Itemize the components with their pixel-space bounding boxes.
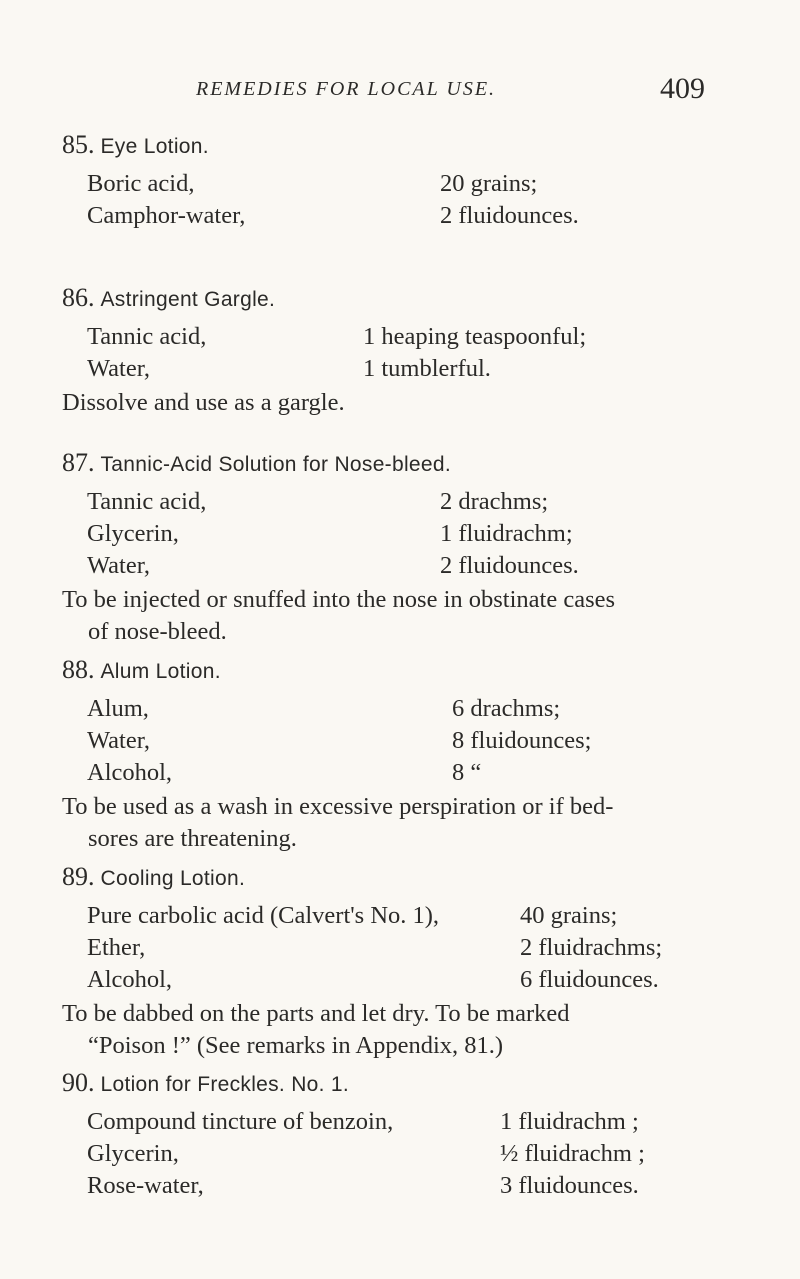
directions-line: sores are threatening. <box>88 825 297 852</box>
ingredient-amount: 2 drachms; <box>440 488 549 515</box>
ingredient-row <box>0 902 800 934</box>
ingredient-row <box>0 355 800 387</box>
ingredient-name: Water, <box>87 552 151 579</box>
running-title: REMEDIES FOR LOCAL USE. <box>196 78 497 100</box>
directions-line: To be injected or snuffed into the nose in obstinate cases <box>62 586 616 613</box>
recipe-heading <box>62 655 221 685</box>
ingredient-row <box>0 1172 800 1204</box>
ingredient-amount: 2 fluidrachms; <box>520 934 663 961</box>
recipe-title: Tannic-Acid Solution for Nose-bleed. <box>100 453 451 476</box>
ingredient-amount: ½ fluidrachm ; <box>500 1140 645 1167</box>
ingredient-name: Glycerin, <box>87 1140 179 1167</box>
ingredient-name: Ether, <box>87 934 146 961</box>
ingredient-name: Pure carbolic acid (Calvert's No. 1), <box>87 902 440 929</box>
recipe-number: 90. <box>62 1068 95 1097</box>
ingredient-row <box>0 966 800 998</box>
ingredient-name: Alcohol, <box>87 966 173 993</box>
page-header <box>0 72 800 108</box>
ingredient-amount: 40 grains; <box>520 902 618 929</box>
ingredient-row <box>0 727 800 759</box>
recipe-number: 88. <box>62 655 95 684</box>
directions-line: To be used as a wash in excessive perspiration or if bed- <box>62 793 614 820</box>
recipe-number: 86. <box>62 283 95 312</box>
ingredient-row <box>0 759 800 791</box>
recipe-title: Eye Lotion. <box>100 135 209 158</box>
recipe-directions <box>62 584 782 648</box>
ingredient-name: Water, <box>87 727 151 754</box>
ingredient-name: Rose-water, <box>87 1172 204 1199</box>
ingredient-amount: 1 fluidrachm; <box>440 520 573 547</box>
page-number: 409 <box>660 72 705 105</box>
ingredient-row <box>0 1140 800 1172</box>
ingredient-row <box>0 552 800 584</box>
recipe-number: 85. <box>62 130 95 159</box>
recipe-title: Alum Lotion. <box>100 660 221 683</box>
directions-line: “Poison !” (See remarks in Appendix, 81.) <box>88 1032 504 1059</box>
ingredient-row <box>0 520 800 552</box>
ingredient-name: Water, <box>87 355 151 382</box>
recipe-heading <box>62 448 451 478</box>
recipe-directions <box>62 791 782 855</box>
ingredient-row <box>0 934 800 966</box>
ingredient-row <box>0 1108 800 1140</box>
recipe-directions <box>62 387 782 419</box>
directions-line: of nose-bleed. <box>88 618 227 645</box>
directions-line: To be dabbed on the parts and let dry. To be marked <box>62 1000 570 1027</box>
recipe-heading <box>62 130 209 160</box>
ingredient-amount: 6 fluidounces. <box>520 966 659 993</box>
recipe-number: 87. <box>62 448 95 477</box>
recipe-title: Cooling Lotion. <box>100 867 246 890</box>
ingredient-amount: 8 “ <box>452 759 482 786</box>
ingredient-name: Boric acid, <box>87 170 195 197</box>
ingredient-amount: 1 heaping teaspoonful; <box>363 323 587 350</box>
recipe-title: Astringent Gargle. <box>100 288 276 311</box>
ingredient-name: Alcohol, <box>87 759 173 786</box>
directions-line: Dissolve and use as a gargle. <box>62 389 345 416</box>
ingredient-row <box>0 170 800 202</box>
ingredient-name: Tannic acid, <box>87 323 207 350</box>
ingredient-row <box>0 488 800 520</box>
ingredient-amount: 2 fluidounces. <box>440 552 579 579</box>
ingredient-amount: 6 drachms; <box>452 695 561 722</box>
ingredient-row <box>0 202 800 234</box>
recipe-heading <box>62 862 245 892</box>
ingredient-name: Glycerin, <box>87 520 179 547</box>
ingredient-name: Tannic acid, <box>87 488 207 515</box>
ingredient-amount: 20 grains; <box>440 170 538 197</box>
recipe-directions <box>62 998 782 1062</box>
ingredient-row <box>0 323 800 355</box>
ingredient-amount: 8 fluidounces; <box>452 727 592 754</box>
ingredient-amount: 1 fluidrachm ; <box>500 1108 639 1135</box>
ingredient-name: Alum, <box>87 695 149 722</box>
recipe-number: 89. <box>62 862 95 891</box>
recipe-heading <box>62 283 275 313</box>
ingredient-name: Compound tincture of benzoin, <box>87 1108 394 1135</box>
ingredient-amount: 1 tumblerful. <box>363 355 491 382</box>
ingredient-name: Camphor-water, <box>87 202 246 229</box>
ingredient-amount: 2 fluidounces. <box>440 202 579 229</box>
ingredient-amount: 3 fluidounces. <box>500 1172 639 1199</box>
recipe-heading <box>62 1068 349 1098</box>
ingredient-row <box>0 695 800 727</box>
recipe-title: Lotion for Freckles. No. 1. <box>100 1073 350 1096</box>
